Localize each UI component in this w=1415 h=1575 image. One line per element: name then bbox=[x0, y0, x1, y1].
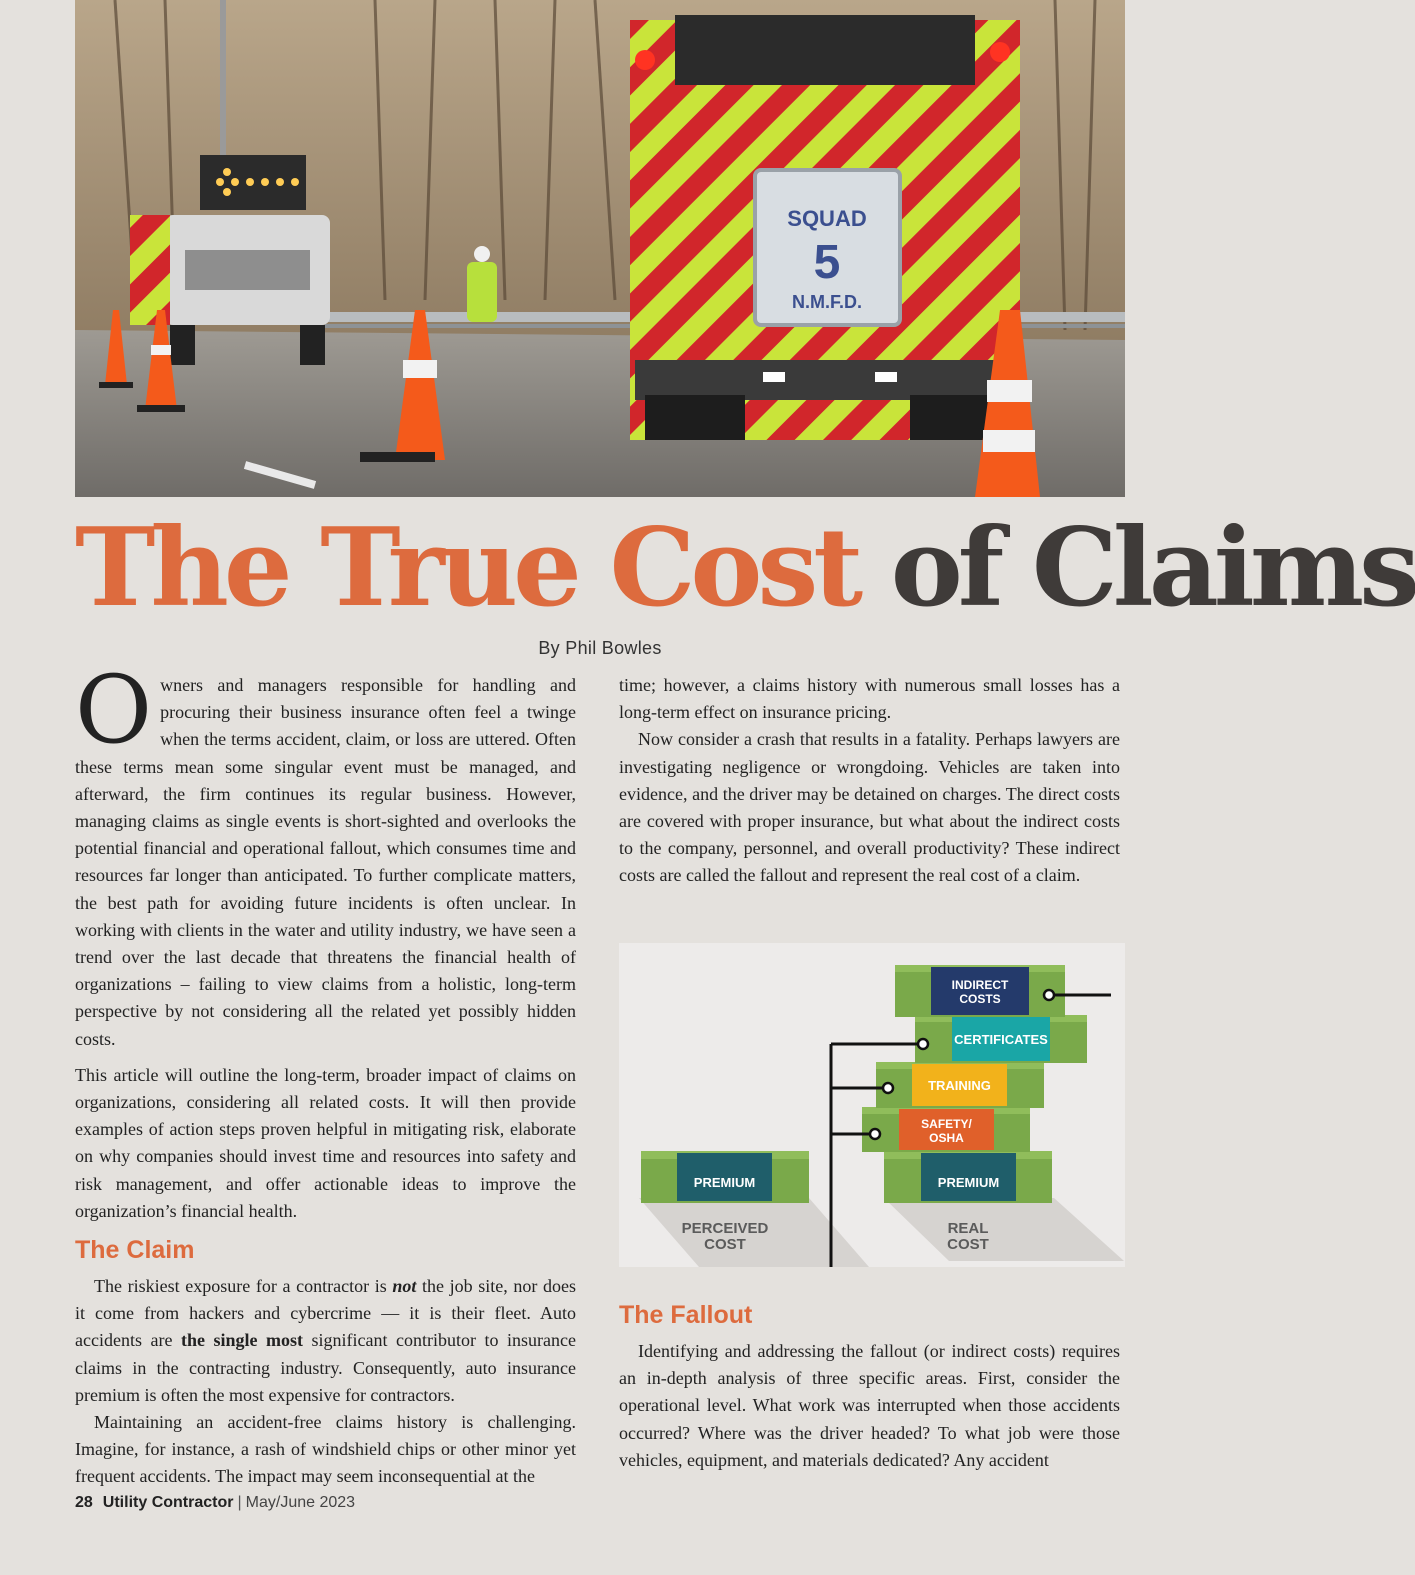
fallout-paragraph: Identifying and addressing the fallout (or indirect costs) requires an in-depth analysis of three specific areas. First, consider the operational level. What work was interrupted when those accidents occurred? Where was the driver headed? To what job were those vehicles, equipment, and materials dedicated? Any accident bbox=[619, 1341, 1120, 1470]
real-premium-label: PREMIUM bbox=[937, 1175, 1000, 1190]
safety-osha-bundle bbox=[862, 1107, 1030, 1152]
indirect-label-1: INDIRECT bbox=[951, 978, 1009, 992]
training-bundle bbox=[876, 1062, 1044, 1108]
certificates-label: CERTIFICATES bbox=[954, 1032, 1048, 1047]
claim-text-a: The riskiest exposure for a contractor is bbox=[94, 1276, 393, 1297]
perceived-cost-label-1: PERCEIVED bbox=[681, 1220, 769, 1237]
roadside-emergency-scene-illustration bbox=[75, 0, 1125, 497]
headline-accent: The True Cost bbox=[75, 505, 859, 631]
truck-label-line1: SQUAD bbox=[787, 206, 867, 231]
hero-photo bbox=[75, 0, 1125, 497]
intro-paragraph bbox=[75, 656, 576, 1053]
section-heading-claim: The Claim bbox=[75, 1236, 195, 1265]
perceived-cost-label-2: COST bbox=[704, 1236, 746, 1253]
magazine-name-part2: Contractor bbox=[151, 1494, 234, 1511]
claim-paragraph-2: Maintaining an accident-free claims history is challenging. Imagine, for instance, a rash of windshield chips or other minor yet frequent accidents. The impact may seem inconsequential at the bbox=[75, 1412, 576, 1487]
continued-paragraph: time; however, a claims history with numerous small losses has a long-term effect on insurance pricing. bbox=[619, 675, 1120, 723]
real-cost-label-1: REAL bbox=[947, 1220, 989, 1237]
fatality-paragraph: Now consider a crash that results in a fatality. Perhaps lawyers are investigating negligence or wrongdoing. Vehicles are taken into evidence, and the driver may be detained on charges. The direct costs are covered with proper insurance, but what about the indirect costs to the company, personnel, and overall productivity? These indirect costs are called the fallout and represent the real cost of a claim. bbox=[619, 729, 1120, 886]
real-premium-bundle bbox=[884, 1151, 1052, 1203]
cost-infographic bbox=[619, 943, 1125, 1267]
claim-text-c: significant contributor to insurance claims in the contracting industry. Consequently, auto insurance premium is often the most expensive for contractors. bbox=[75, 1330, 576, 1405]
claim-paragraph-1 bbox=[75, 1273, 576, 1409]
right-column-top bbox=[619, 672, 1120, 890]
byline: By Phil Bowles bbox=[538, 638, 662, 658]
real-cost-label-2: COST bbox=[947, 1236, 989, 1253]
truck-label-line3: N.M.F.D. bbox=[792, 292, 862, 312]
claim-emphasis-single-most: the single most bbox=[180, 1330, 303, 1351]
left-column bbox=[75, 656, 576, 1491]
indirect-costs-bundle bbox=[895, 965, 1065, 1017]
safety-label-2: OSHA bbox=[929, 1131, 964, 1145]
headline-rest: of Claims bbox=[890, 505, 1415, 631]
perceived-premium-label: PREMIUM bbox=[693, 1175, 756, 1190]
claim-emphasis-not: not bbox=[392, 1276, 417, 1297]
drop-cap: O bbox=[75, 656, 153, 765]
indirect-label-2: COSTS bbox=[959, 992, 1001, 1006]
magazine-name-part1: Utility bbox=[102, 1494, 148, 1511]
perceived-premium-bundle bbox=[641, 1151, 809, 1203]
page-footer bbox=[75, 1494, 355, 1512]
right-column-bottom bbox=[619, 1300, 1120, 1474]
intro-text: wners and managers responsible for handling and procuring their business insurance often feel a twinge when the terms accident, claim, or loss are uttered. Often these terms mean some singular event must be managed, and afterward, the firm continues its regular business. However, managing claims as single events is short-sighted and overlooks the potential financial and operational fallout, which consumes time and resources far longer than anticipated. To further complicate matters, the best path for avoiding future incidents is often unclear. In working with clients in the water and utility industry, we have seen a trend over the last decade that threatens the financial health of organizations – failing to view claims from a holistic, long-term perspective by not considering all the related yet possibly hidden costs. bbox=[75, 675, 576, 1049]
article-headline bbox=[75, 505, 1415, 631]
money-stack-diagram bbox=[619, 943, 1125, 1267]
certificates-bundle bbox=[915, 1015, 1087, 1063]
section-heading-fallout: The Fallout bbox=[619, 1301, 753, 1329]
truck-label-number: 5 bbox=[813, 236, 841, 289]
claim-text-b: the job site, nor does it come from hackers and cybercrime — it is their fleet. Auto accidents are bbox=[75, 1276, 576, 1351]
overview-paragraph: This article will outline the long-term, broader impact of claims on organizations, considering all related costs. It will then provide examples of action steps proven helpful in mitigating risk, elaborate on why companies should invest time and resources into safety and risk management, and offer actionable ideas to improve the organization’s financial health. bbox=[75, 1064, 576, 1221]
page-number: 28 bbox=[75, 1494, 93, 1511]
safety-label-1: SAFETY/ bbox=[921, 1117, 972, 1131]
footer-separator: | bbox=[237, 1494, 242, 1511]
training-label: TRAINING bbox=[928, 1078, 991, 1093]
issue-date: May/June 2023 bbox=[245, 1494, 356, 1511]
